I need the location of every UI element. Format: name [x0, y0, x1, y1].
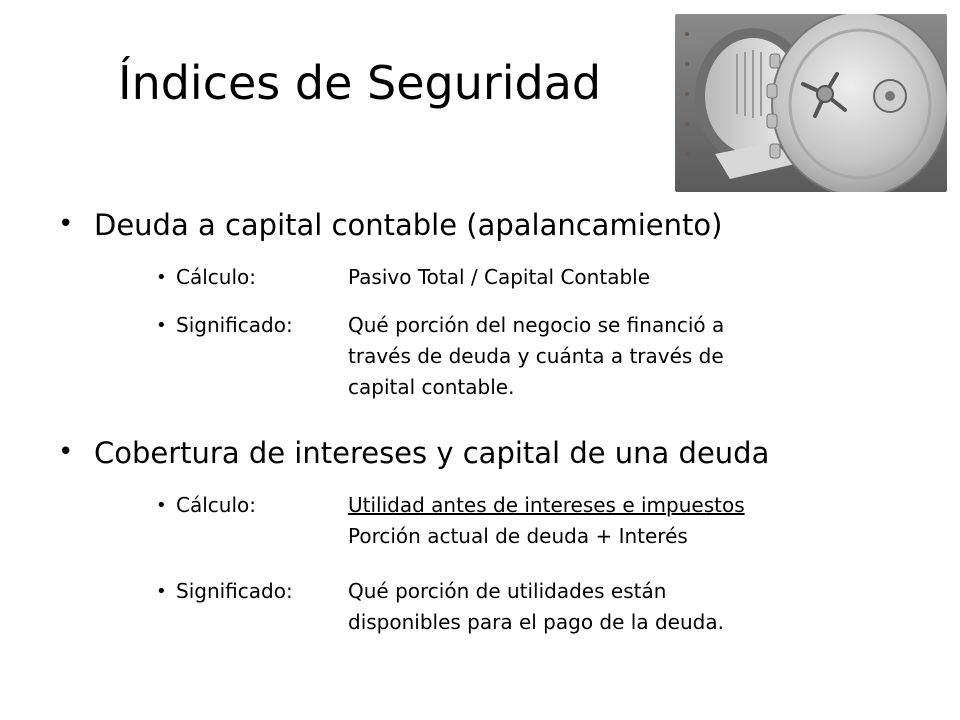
bullet-icon: •: [58, 209, 74, 239]
item-label: Significado:: [176, 313, 293, 337]
slide-title: Índices de Seguridad: [118, 56, 602, 110]
item-label: Significado:: [176, 579, 293, 603]
item-label: Cálculo:: [176, 493, 256, 517]
bank-vault-image: [675, 14, 947, 192]
section-1-heading: Deuda a capital contable (apalancamiento): [94, 208, 723, 242]
bullet-icon: •: [58, 437, 74, 467]
formula-denominator: Porción actual de deuda + Interés: [348, 524, 688, 548]
item-value: [348, 262, 650, 293]
bullet-icon: •: [156, 581, 167, 602]
bullet-icon: •: [156, 315, 167, 336]
formula-numerator: Utilidad antes de intereses e impuestos: [348, 493, 745, 517]
item-line: través de deuda y cuánta a través de: [348, 344, 724, 368]
item-value: [348, 310, 724, 403]
item-line: Qué porción de utilidades están: [348, 579, 667, 603]
item-line: capital contable.: [348, 375, 515, 399]
item-line: Pasivo Total / Capital Contable: [348, 265, 651, 289]
item-line: Qué porción del negocio se financió a: [348, 313, 725, 337]
bullet-icon: •: [156, 267, 167, 288]
item-value: [348, 490, 745, 552]
section-2-heading: Cobertura de intereses y capital de una deuda: [94, 436, 770, 470]
item-line: disponibles para el pago de la deuda.: [348, 610, 724, 634]
item-value: [348, 576, 724, 638]
bullet-icon: •: [156, 495, 167, 516]
item-label: Cálculo:: [176, 265, 256, 289]
